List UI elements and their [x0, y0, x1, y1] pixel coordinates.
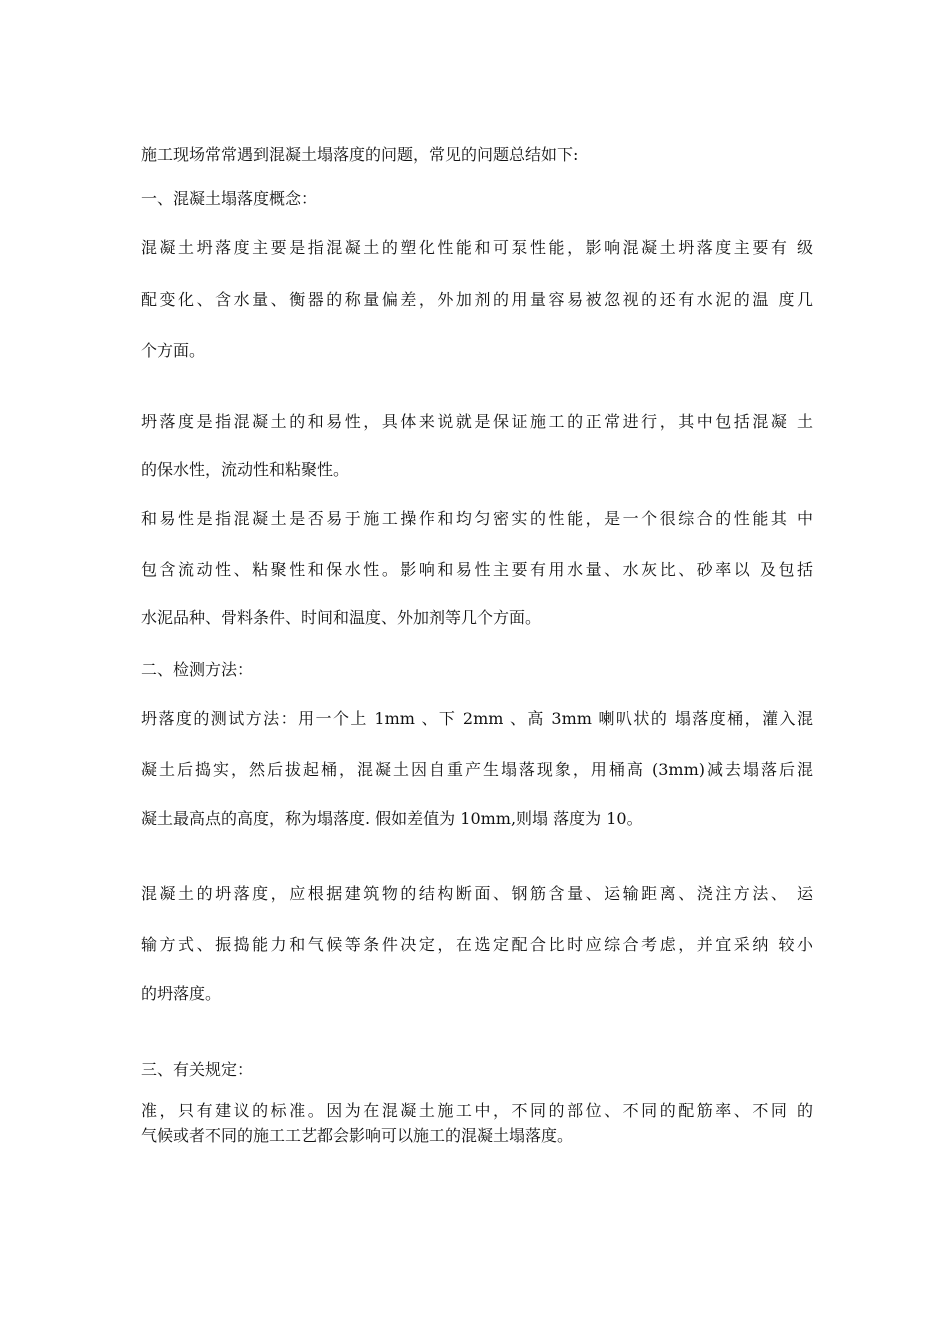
paragraph-line: 气候或者不同的施工工艺都会影响可以施工的混凝土塌落度。 [141, 1126, 574, 1145]
paragraph-line: 凝土最高点的高度，称为塌落度. 假如差值为 10mm,则塌 落度为 10。 [141, 809, 643, 828]
paragraph-line: 混凝土坍落度主要是指混凝土的塑化性能和可泵性能，影响混凝土坍落度主要有 级 [141, 238, 813, 257]
paragraph-line: 配变化、含水量、衡器的称量偏差，外加剂的用量容易被忽视的还有水泥的温 度几 [141, 290, 813, 309]
paragraph-line: 包含流动性、粘聚性和保水性。影响和易性主要有用水量、水灰比、砂率以 及包括 [141, 560, 813, 579]
section-heading-1: 一、混凝土塌落度概念： [141, 189, 318, 208]
paragraph-line: 准，只有建议的标准。因为在混凝土施工中，不同的部位、不同的配筋率、不同 的 [141, 1101, 813, 1120]
paragraph-line: 坍落度是指混凝土的和易性，具体来说就是保证施工的正常进行，其中包括混凝 土 [141, 412, 813, 431]
intro-line: 施工现场常常遇到混凝土塌落度的问题，常见的问题总结如下: [141, 145, 579, 164]
paragraph-line: 的坍落度。 [141, 984, 222, 1003]
paragraph-line: 混凝土的坍落度，应根据建筑物的结构断面、钢筋含量、运输距离、浇注方法、 运 [141, 884, 813, 903]
paragraph-line: 凝土后捣实，然后拔起桶，混凝土因自重产生塌落现象，用桶高 (3mm)减去塌落后混 [141, 760, 813, 779]
section-heading-3: 三、有关规定： [141, 1060, 254, 1079]
paragraph-line: 个方面。 [141, 341, 206, 360]
paragraph-line: 水泥品种、骨料条件、时间和温度、外加剂等几个方面。 [141, 608, 542, 627]
section-heading-2: 二、检测方法： [141, 660, 254, 679]
paragraph-line: 输方式、振捣能力和气候等条件决定，在选定配合比时应综合考虑，并宜采纳 较小 [141, 935, 813, 954]
paragraph-line: 的保水性，流动性和粘聚性。 [141, 460, 350, 479]
paragraph-line: 和易性是指混凝土是否易于施工操作和均匀密实的性能，是一个很综合的性能其 中 [141, 509, 813, 528]
paragraph-line: 坍落度的测试方法：用一个上 1mm 、下 2mm 、高 3mm 喇叭状的 塌落度桶，灌入混 [141, 709, 813, 728]
